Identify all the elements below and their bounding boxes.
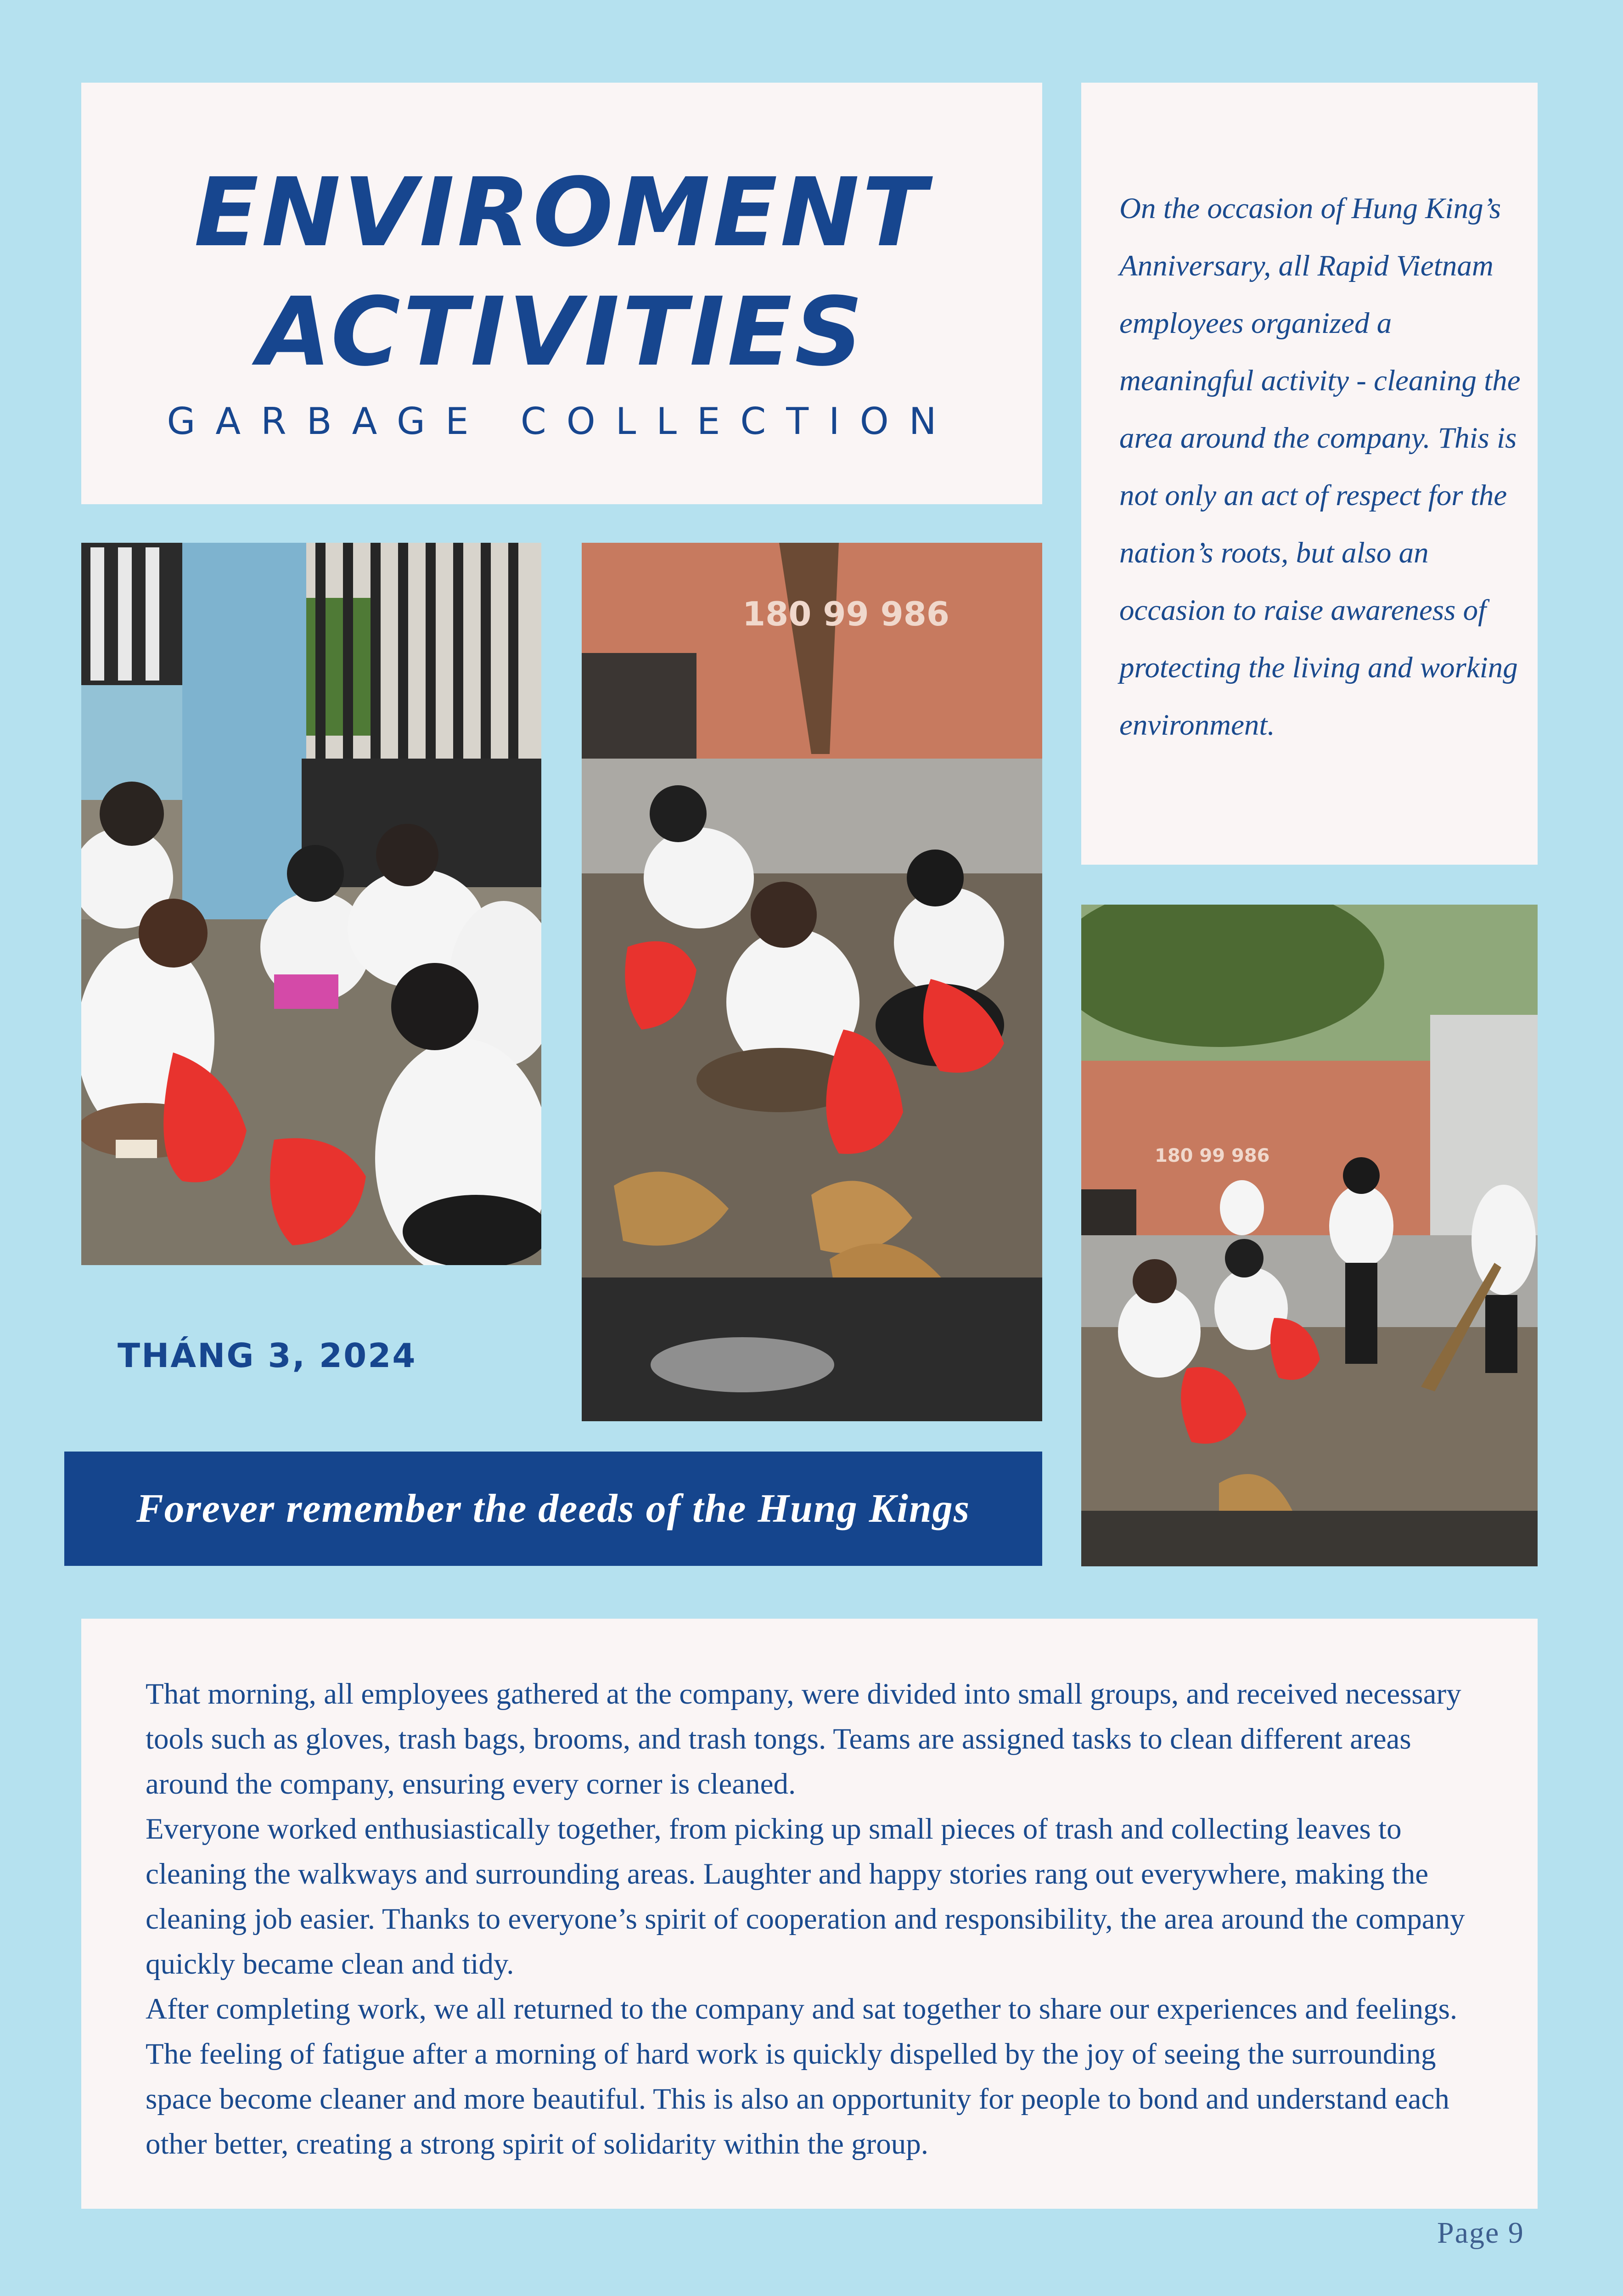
photo-employees-by-gate: [81, 543, 541, 1265]
photo-street-cleaning: [582, 543, 1042, 1421]
intro-paragraph: On the occasion of Hung King’s Anniversary, all Rapid Vietnam employees organized a meaningful activity - cleaning the area around the company. This is not only an act of respect for the nation’s roots, but also an occasion to raise awareness of protecting the living and working environment.: [1119, 192, 1521, 742]
page-title-line-2: ACTIVITIES: [258, 277, 866, 387]
body-card: [81, 1619, 1538, 2209]
title-card: [81, 83, 1042, 504]
quote-banner: [64, 1452, 1042, 1566]
body-text: [146, 1671, 1495, 2167]
page-subtitle: GARBAGE COLLECTION: [167, 400, 957, 443]
body-paragraph: After completing work, we all returned to the company and sat together to share our experiences and feelings. The feeling of fatigue after a morning of hard work is quickly dispelled by the joy of seeing the surrounding space become cleaner and more beautiful. This is also an opportunity for people to bond and understand each other better, creating a strong spirit of solidarity within the group.: [146, 1992, 1458, 2161]
photo-3-sign-text: 180 99 986: [1155, 1145, 1270, 1166]
date-label: THÁNG 3, 2024: [118, 1336, 417, 1375]
intro-card: [1081, 83, 1538, 865]
body-paragraph: Everyone worked enthusiastically together, from picking up small pieces of trash and collecting leaves to cleaning the walkways and surrounding areas. Laughter and happy stories rang out everywhere, making the cleaning job easier. Thanks to everyone’s spirit of cooperation and responsibility, the area around the company quickly became clean and tidy.: [146, 1812, 1465, 1981]
page-title-line-1: ENVIROMENT: [194, 158, 930, 268]
quote-banner-text: Forever remember the deeds of the Hung Kings: [136, 1486, 971, 1531]
page-number: Page 9: [1437, 2216, 1524, 2250]
photo-2-sign-text: 180 99 986: [742, 595, 949, 633]
photo-group-sidewalk: [1081, 905, 1538, 1566]
body-paragraph: That morning, all employees gathered at the company, were divided into small groups, and received necessary tools such as gloves, trash bags, brooms, and trash tongs. Teams are assigned tasks to clean different areas around the company, ensuring every corner is cleaned.: [146, 1677, 1461, 1801]
